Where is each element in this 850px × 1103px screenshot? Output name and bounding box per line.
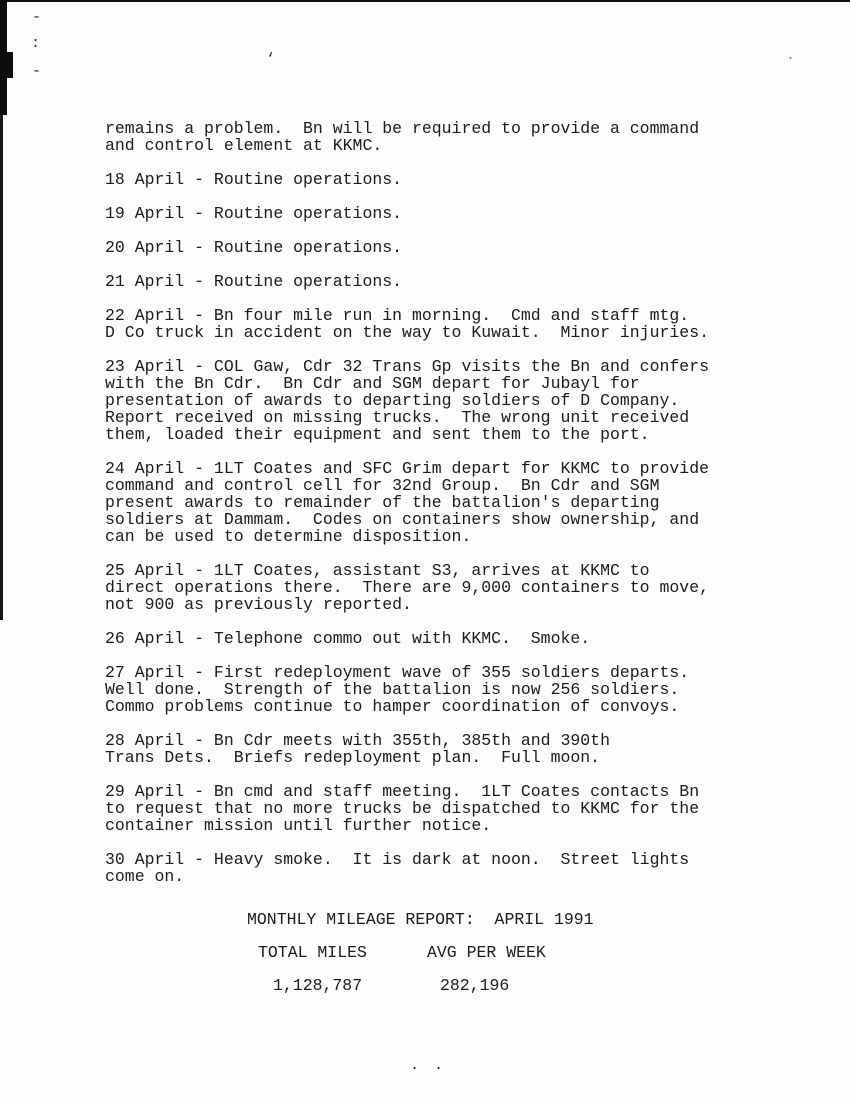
entry-22-april: 22 April - Bn four mile run in morning. Cmd and staff mtg. D Co truck in accident on the way to Kuwait. Minor injuries. bbox=[105, 306, 709, 342]
monthly-mileage-report bbox=[105, 911, 737, 1006]
entry-27-april: 27 April - First redeployment wave of 355 soldiers departs. Well done. Strength of the battalion is now 256 soldiers. Commo problems continue to hamper coordination of convoys. bbox=[105, 663, 690, 716]
entry-20-april: 20 April - Routine operations. bbox=[105, 238, 403, 257]
entry-30-april: 30 April - Heavy smoke. It is dark at noon. Street lights come on. bbox=[105, 850, 690, 886]
report-value-avg-per-week: 282,196 bbox=[440, 976, 510, 995]
paragraph-intro-continuation: remains a problem. Bn will be required to provide a command and control element at KKMC. bbox=[105, 119, 700, 155]
report-header-total-miles: TOTAL MILES bbox=[258, 943, 367, 962]
scan-mark-stray-tick: ‘ bbox=[266, 51, 276, 68]
entry-18-april: 18 April - Routine operations. bbox=[105, 170, 403, 189]
entry-19-april: 19 April - Routine operations. bbox=[105, 204, 403, 223]
entry-24-april: 24 April - 1LT Coates and SFC Grim depart for KKMC to provide command and control cell for 32nd Group. Bn Cdr and SGM present awards to remainder of the battalion's departing soldiers at Dammam. Codes on containers show ownership, and can be used to determine disposition. bbox=[105, 459, 709, 546]
report-value-total-miles: 1,128,787 bbox=[273, 976, 363, 995]
scan-mark-top-left-1: - bbox=[32, 9, 42, 26]
report-title: MONTHLY MILEAGE REPORT: APRIL 1991 bbox=[247, 910, 594, 929]
report-header-avg-per-week: AVG PER WEEK bbox=[427, 943, 546, 962]
scan-artifact-top-edge bbox=[0, 0, 850, 2]
entry-28-april: 28 April - Bn Cdr meets with 355th, 385th and 390th Trans Dets. Briefs redeployment plan. Full moon. bbox=[105, 731, 610, 767]
entry-21-april: 21 April - Routine operations. bbox=[105, 272, 403, 291]
scan-artifact-left-nub bbox=[0, 52, 13, 78]
scan-artifact-left-bar-thin bbox=[0, 115, 3, 620]
document-body bbox=[105, 120, 737, 1006]
entry-23-april: 23 April - COL Gaw, Cdr 32 Trans Gp visits the Bn and confers with the Bn Cdr. Bn Cdr and SGM depart for Jubayl for presentation of awards to departing soldiers of D Company. Report received on missing trucks. The wrong unit received them, loaded their equipment and sent them to the port. bbox=[105, 357, 709, 444]
scan-mark-top-left-3: - bbox=[32, 63, 42, 80]
entry-26-april: 26 April - Telephone commo out with KKMC. Smoke. bbox=[105, 629, 591, 648]
entry-29-april: 29 April - Bn cmd and staff meeting. 1LT Coates contacts Bn to request that no more trucks be dispatched to KKMC for the container mission until further notice. bbox=[105, 782, 700, 835]
scan-mark-top-left-2: : bbox=[31, 35, 41, 52]
scan-mark-right-dot: . bbox=[786, 47, 796, 64]
entry-25-april: 25 April - 1LT Coates, assistant S3, arrives at KKMC to direct operations there. There are 9,000 containers to move, not 900 as previously reported. bbox=[105, 561, 709, 614]
scan-mark-bottom: . . bbox=[410, 1057, 447, 1074]
